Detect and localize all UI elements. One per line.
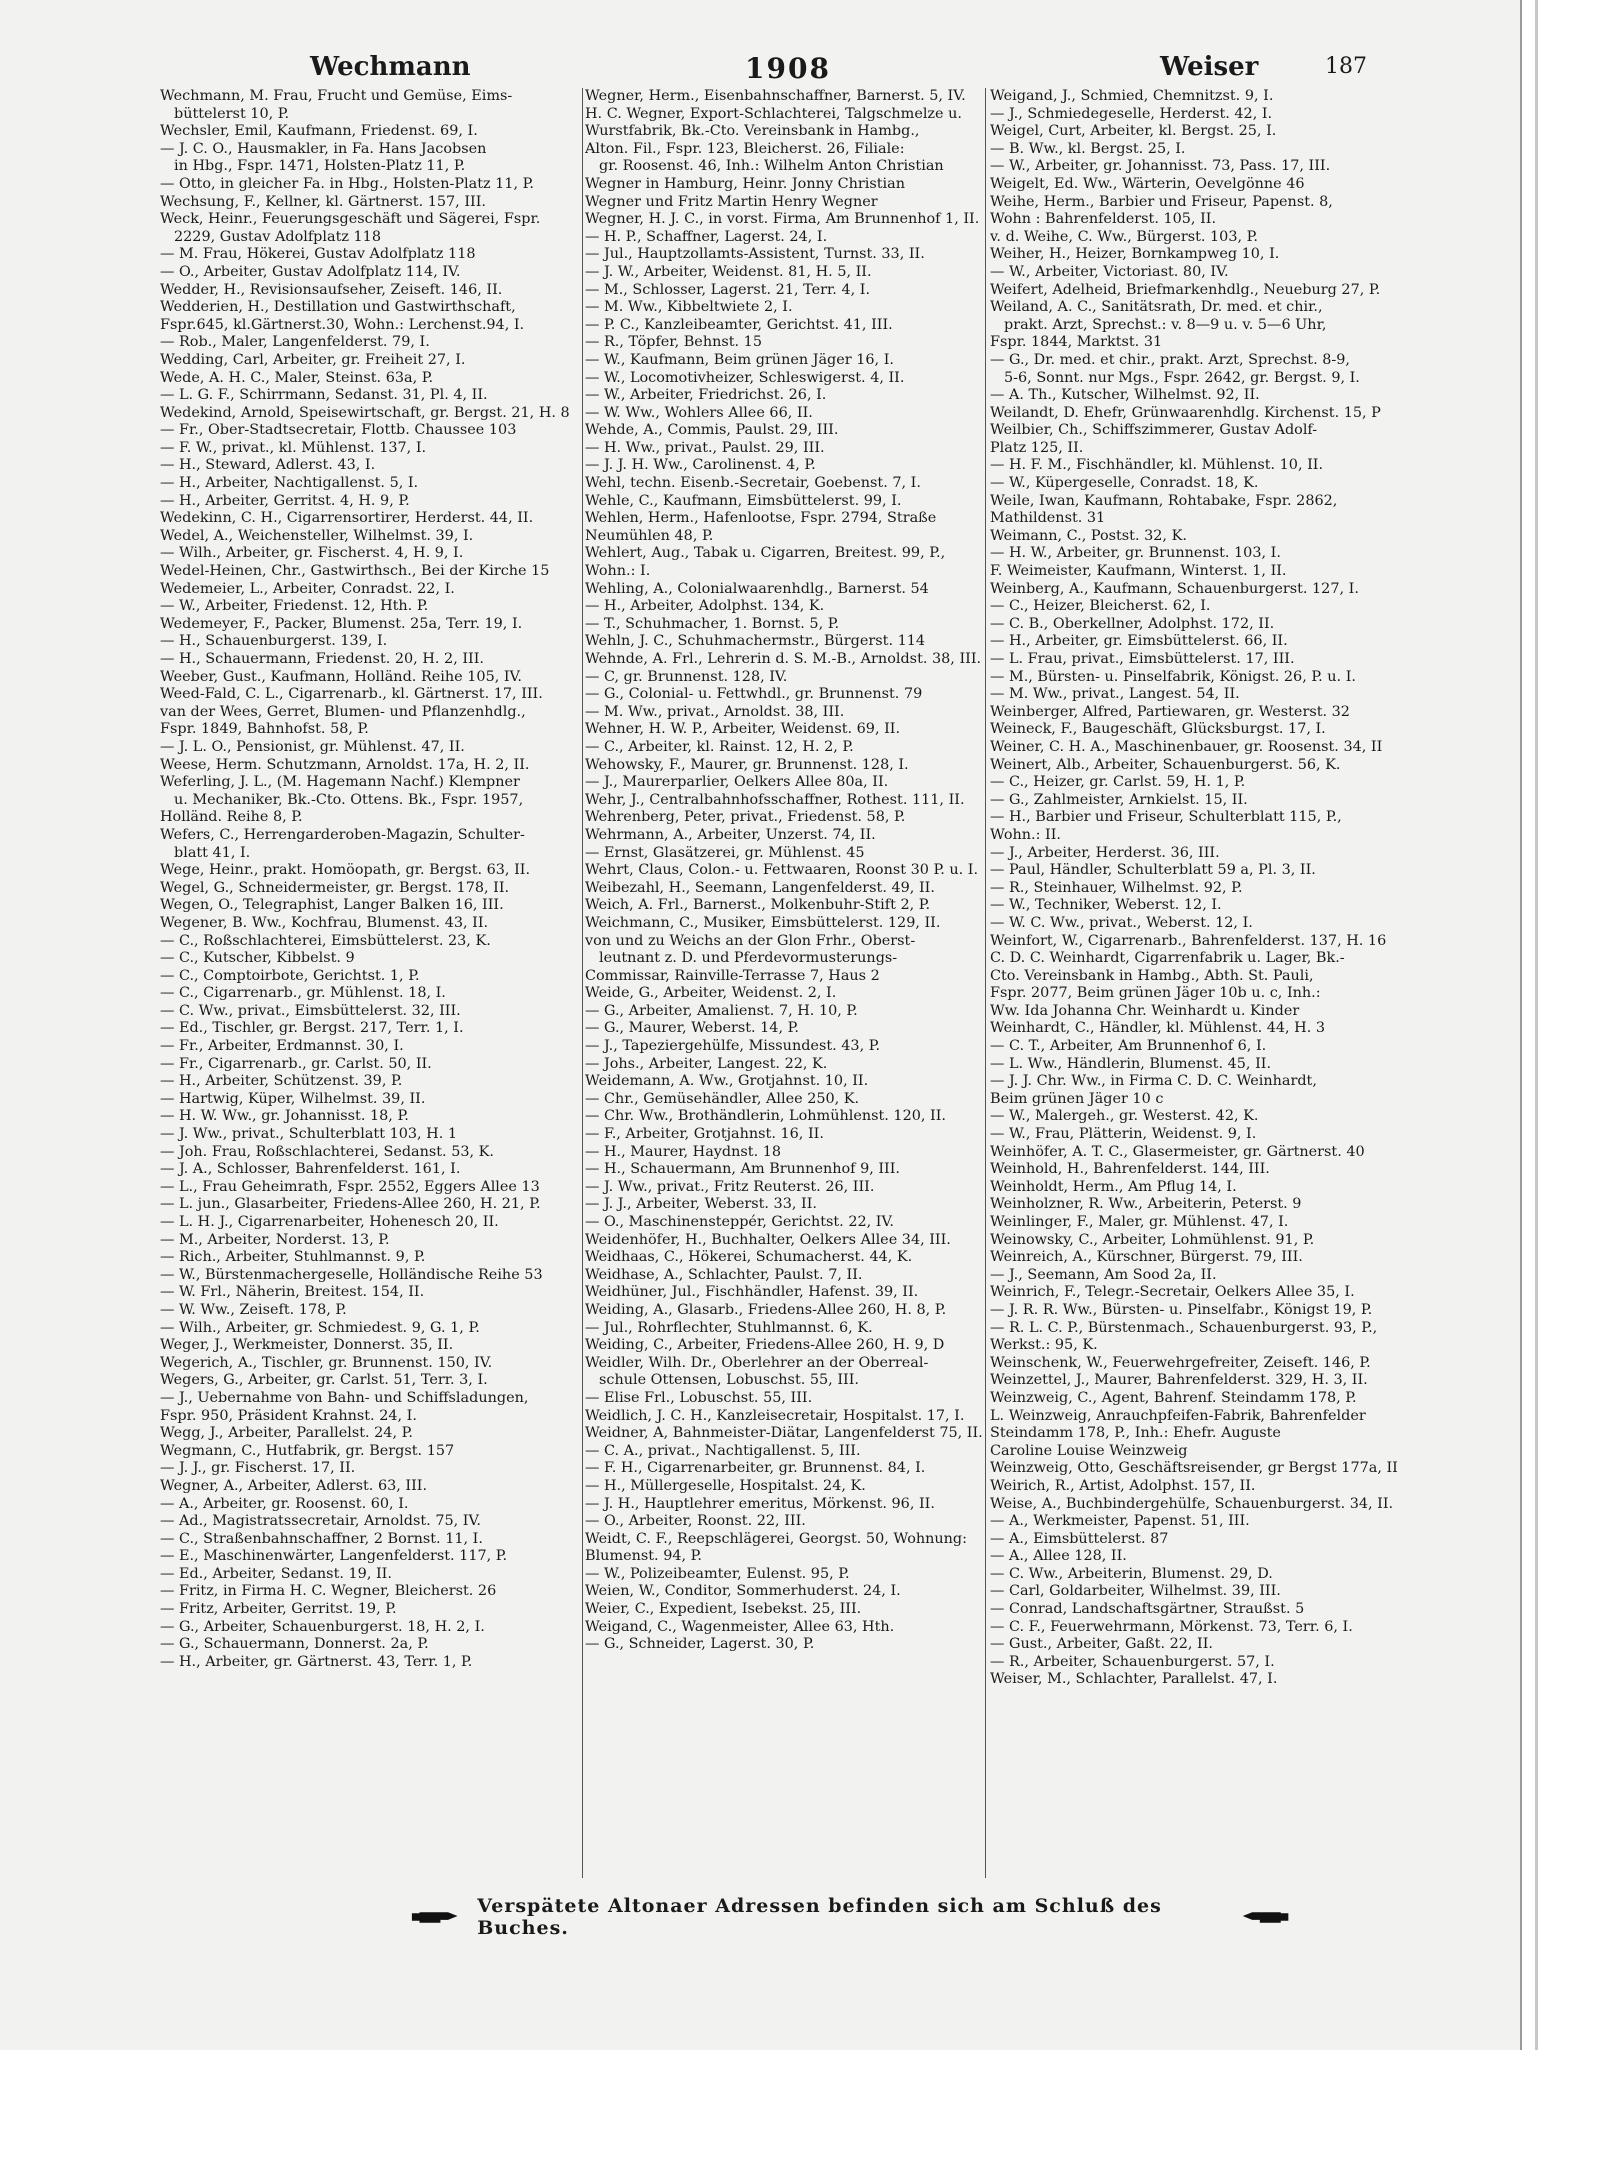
directory-entry: — C, gr. Brunnenst. 128, IV. [585, 668, 788, 685]
directory-entry: Weidner, A, Bahnmeister-Diätar, Langenfelderst 75, II. [585, 1425, 983, 1442]
directory-column-3 [990, 88, 1400, 1689]
directory-entry: — Hartwig, Küper, Wilhelmst. 39, II. [160, 1090, 426, 1107]
directory-entry: — J., Seemann, Am Sood 2a, II. [990, 1266, 1217, 1283]
directory-entry: büttelerst 10, P. [174, 105, 290, 122]
directory-entry: — J., Maurerparlier, Oelkers Allee 80a, II. [585, 774, 889, 791]
directory-entry: Holländ. Reihe 8, P. [160, 809, 303, 826]
directory-entry: Wegner, H. J. C., in vorst. Firma, Am Brunnenhof 1, II. [585, 211, 980, 228]
directory-entry: Wegen, O., Telegraphist, Langer Balken 16, III. [160, 897, 504, 914]
directory-entry: — R., Töpfer, Behnst. 15 [585, 334, 762, 351]
directory-entry: leutnant z. D. und Pferdevormusterungs- [599, 950, 898, 967]
directory-entry: — W., Techniker, Weberst. 12, I. [990, 897, 1222, 914]
directory-entry: — Joh. Frau, Roßschlachterei, Sedanst. 53, K. [160, 1143, 494, 1160]
directory-entry: — A. Th., Kutscher, Wilhelmst. 92, II. [990, 387, 1260, 404]
directory-entry: — W. Ww., Wohlers Allee 66, II. [585, 404, 813, 421]
directory-entry: Weise, A., Buchbindergehülfe, Schauenburgerst. 34, II. [990, 1495, 1394, 1512]
directory-entry: — H. W. Ww., gr. Johannisst. 18, P. [160, 1108, 409, 1125]
directory-entry: — O., Arbeiter, Gustav Adolfplatz 114, IV. [160, 263, 461, 280]
directory-entry: Weifert, Adelheid, Briefmarkenhdlg., Neueburg 27, P. [990, 281, 1381, 298]
directory-entry: — O., Maschinensteppér, Gerichtst. 22, IV. [585, 1214, 894, 1230]
directory-entry: Caroline Louise Weinzweig [990, 1442, 1188, 1459]
directory-entry: Wehlert, Aug., Tabak u. Cigarren, Breitest. 99, P., [585, 545, 946, 562]
directory-entry: Weese, Herm. Schutzmann, Arnoldst. 17a, H. 2, II. [160, 756, 530, 773]
directory-column-2 [585, 88, 995, 1654]
directory-entry: — Johs., Arbeiter, Langest. 22, K. [585, 1055, 828, 1072]
directory-entry: in Hbg., Fspr. 1471, Holsten-Platz 11, P. [174, 158, 466, 175]
directory-entry: — A., Arbeiter, gr. Roosenst. 60, I. [160, 1495, 409, 1512]
directory-entry: Wehrmann, A., Arbeiter, Unzerst. 74, II. [585, 826, 876, 843]
directory-entry: Weineck, F., Baugeschäft, Glücksburgst. 17, I. [990, 721, 1326, 738]
directory-entry: Wegner in Hamburg, Heinr. Jonny Christian [585, 175, 905, 192]
directory-entry: Weinholdt, Herm., Am Pflug 14, I. [990, 1178, 1237, 1195]
directory-entry: — H. Ww., privat., Paulst. 29, III. [585, 439, 825, 456]
directory-entry: — P. C., Kanzleibeamter, Gerichtst. 41, III. [585, 316, 893, 333]
directory-entry: Wehnde, A. Frl., Lehrerin d. S. M.-B., Arnoldst. 38, III. [585, 651, 982, 667]
directory-entry: — C., Kutscher, Kibbelst. 9 [160, 950, 355, 967]
directory-entry: — Ad., Magistratssecretair, Arnoldst. 75, IV. [160, 1513, 481, 1530]
directory-entry: — H., Maurer, Haydnst. 18 [585, 1143, 782, 1160]
directory-entry: — C. B., Oberkellner, Adolphst. 172, II. [990, 615, 1275, 632]
directory-entry: Wehr, J., Centralbahnhofsschaffner, Rothest. 111, II. [585, 791, 965, 808]
directory-entry: Weinert, Alb., Arbeiter, Schauenburgerst. 56, K. [990, 756, 1341, 773]
directory-entry: Wohn : Bahrenfelderst. 105, II. [990, 211, 1217, 228]
directory-entry: Wehle, C., Kaufmann, Eimsbüttelerst. 99, I. [585, 492, 902, 509]
directory-entry: Weidhase, A., Schlachter, Paulst. 7, II. [585, 1266, 863, 1283]
directory-entry: H. C. Wegner, Export-Schlachterei, Talgschmelze u. [585, 105, 962, 122]
directory-entry: — J. C. O., Hausmakler, in Fa. Hans Jacobsen [160, 140, 487, 157]
directory-entry: — J., Tapeziergehülfe, Missundest. 43, P. [585, 1038, 881, 1055]
directory-entry: — J., Uebernahme von Bahn- und Schiffsladungen, [160, 1389, 529, 1406]
directory-entry: — J. Ww., privat., Schulterblatt 103, H. 1 [160, 1126, 458, 1143]
directory-entry: — Wilh., Arbeiter, gr. Fischerst. 4, H. 9, I. [160, 545, 464, 562]
pointing-hand-left-icon [1237, 1907, 1290, 1927]
directory-entry: — J. J., Arbeiter, Weberst. 33, II. [585, 1196, 817, 1213]
header-right-keyword: Weiser [1160, 52, 1259, 82]
directory-entry: Fspr. 950, Präsident Krahnst. 24, I. [160, 1407, 417, 1424]
directory-entry: Weiher, H., Heizer, Bornkampweg 10, I. [990, 246, 1280, 263]
directory-entry: — L. Ww., Händlerin, Blumenst. 45, II. [990, 1055, 1272, 1072]
directory-entry: — H., Schauenburgerst. 139, I. [160, 633, 388, 650]
directory-entry: — R. L. C. P., Bürstenmach., Schauenburgerst. 93, P., [990, 1319, 1378, 1336]
directory-entry: Fspr. 1844, Marktst. 31 [990, 334, 1163, 351]
directory-entry: gr. Roosenst. 46, Inh.: Wilhelm Anton Christian [599, 158, 944, 175]
directory-entry: Weinberger, Alfred, Partiewaren, gr. Westerst. 32 [990, 703, 1350, 720]
directory-entry: Wehling, A., Colonialwaarenhdlg., Barnerst. 54 [585, 580, 929, 597]
directory-entry: — Chr., Gemüsehändler, Allee 250, K. [585, 1090, 860, 1107]
page-edge-shadow [1535, 0, 1538, 2050]
directory-entry: Wedemeier, L., Arbeiter, Conradst. 22, I. [160, 580, 455, 597]
directory-entry: — C., Roßschlachterei, Eimsbüttelerst. 23, K. [160, 932, 491, 949]
directory-entry: — M. Ww., Kibbeltwiete 2, I. [585, 299, 793, 316]
directory-entry: Cto. Vereinsbank in Hambg., Abth. St. Pauli, [990, 967, 1314, 984]
directory-entry: — W. C. Ww., privat., Weberst. 12, I. [990, 914, 1253, 931]
directory-entry: Weed-Fald, C. L., Cigarrenarb., kl. Gärtnerst. 17, III. [160, 686, 543, 703]
directory-entry: — J. R. R. Ww., Bürsten- u. Pinselfabr., Königst 19, P. [990, 1301, 1373, 1318]
directory-entry: — W. Frl., Näherin, Breitest. 154, II. [160, 1284, 425, 1301]
directory-entry: Weigel, Curt, Arbeiter, kl. Bergst. 25, I. [990, 123, 1277, 140]
directory-entry: Weinreich, A., Kürschner, Bürgerst. 79, III. [990, 1249, 1303, 1266]
directory-entry: Weimann, C., Postst. 32, K. [990, 527, 1187, 544]
directory-entry: Weinrich, F., Telegr.-Secretair, Oelkers Allee 35, I. [990, 1284, 1355, 1301]
directory-entry: — W., Polizeibeamter, Eulenst. 95, P. [585, 1565, 850, 1582]
directory-entry: Wegerich, A., Tischler, gr. Brunnenst. 150, IV. [160, 1354, 493, 1371]
directory-entry: — F. H., Cigarrenarbeiter, gr. Brunnenst. 84, I. [585, 1460, 926, 1477]
header-left-keyword: Wechmann [310, 52, 471, 82]
directory-entry: — J. W., Arbeiter, Weidenst. 81, H. 5, II. [585, 263, 872, 280]
directory-entry: Commissar, Rainville-Terrasse 7, Haus 2 [585, 967, 880, 984]
directory-entry: — Wilh., Arbeiter, gr. Schmiedest. 9, G. 1, P. [160, 1319, 480, 1336]
directory-entry: Weilbier, Ch., Schiffszimmerer, Gustav Adolf- [990, 422, 1318, 439]
directory-entry: Fspr. 1849, Bahnhofst. 58, P. [160, 721, 369, 738]
directory-entry: Wegner und Fritz Martin Henry Wegner [585, 193, 878, 210]
directory-entry: — L., Frau Geheimrath, Fspr. 2552, Eggers Allee 13 [160, 1178, 540, 1195]
directory-entry: Weidlich, J. C. H., Kanzleisecretair, Hospitalst. 17, I. [585, 1407, 965, 1424]
directory-entry: Werkst.: 95, K. [990, 1337, 1098, 1354]
directory-entry: — C. T., Arbeiter, Am Brunnenhof 6, I. [990, 1038, 1267, 1055]
directory-entry: Alton. Fil., Fspr. 123, Bleicherst. 26, Filiale: [585, 140, 905, 157]
directory-entry: Weiner, C. H. A., Maschinenbauer, gr. Roosenst. 34, II [990, 738, 1383, 755]
directory-entry: Weinhöfer, A. T. C., Glasermeister, gr. Gärtnerst. 40 [990, 1143, 1365, 1160]
directory-entry: u. Mechaniker, Bk.-Cto. Ottens. Bk., Fspr. 1957, [174, 791, 524, 808]
directory-entry: Weiser, M., Schlachter, Parallelst. 47, I. [990, 1671, 1278, 1688]
directory-entry: Fspr.645, kl.Gärtnerst.30, Wohn.: Lerchenst.94, I. [160, 316, 525, 333]
directory-entry: — Elise Frl., Lobuschst. 55, III. [585, 1389, 813, 1406]
directory-entry: — C. Ww., privat., Eimsbüttelerst. 32, III. [160, 1002, 461, 1019]
directory-entry: Weier, C., Expedient, Isebekst. 25, III. [585, 1601, 862, 1618]
directory-entry: Wurstfabrik, Bk.-Cto. Vereinsbank in Hambg., [585, 123, 920, 140]
directory-entry: — Carl, Goldarbeiter, Wilhelmst. 39, III. [990, 1583, 1281, 1600]
directory-entry: Wedderien, H., Destillation und Gastwirthschaft, [160, 299, 516, 316]
directory-entry: — W., Frau, Plätterin, Weidenst. 9, I. [990, 1126, 1257, 1143]
directory-entry: — H., Steward, Adlerst. 43, I. [160, 457, 376, 474]
directory-entry: Wegmann, C., Hutfabrik, gr. Bergst. 157 [160, 1442, 455, 1459]
directory-entry: Weinhardt, C., Händler, kl. Mühlenst. 44, H. 3 [990, 1020, 1326, 1037]
directory-entry: — G., Maurer, Weberst. 14, P. [585, 1020, 799, 1037]
directory-entry: Weinhold, H., Bahrenfelderst. 144, III. [990, 1161, 1270, 1178]
directory-entry: — H., Müllergeselle, Hospitalst. 24, K. [585, 1477, 866, 1494]
directory-entry: — Jul., Hauptzollamts-Assistent, Turnst. 33, II. [585, 246, 925, 263]
directory-entry: — G., Dr. med. et chir., prakt. Arzt, Sprechst. 8-9, [990, 351, 1350, 368]
directory-entry: — T., Schuhmacher, 1. Bornst. 5, P. [585, 615, 840, 632]
directory-entry: — W., Arbeiter, gr. Johannisst. 73, Pass. 17, III. [990, 158, 1331, 175]
directory-entry: Weidenhöfer, H., Buchhalter, Oelkers Allee 34, III. [585, 1231, 951, 1248]
directory-entry: Wedel, A., Weichensteller, Wilhelmst. 39, I. [160, 527, 474, 544]
directory-entry: — Fr., Cigarrenarb., gr. Carlst. 50, II. [160, 1055, 432, 1072]
directory-entry: Wehrt, Claus, Colon.- u. Fettwaaren, Roonst 30 P. u. I. [585, 862, 979, 879]
directory-entry: Weiland, A. C., Sanitätsrath, Dr. med. et chir., [990, 299, 1323, 316]
directory-entry: Wechmann, M. Frau, Frucht und Gemüse, Eims- [160, 88, 513, 104]
directory-entry: — L. jun., Glasarbeiter, Friedens-Allee 260, H. 21, P. [160, 1196, 541, 1213]
footer-notice [410, 1895, 1290, 1939]
directory-entry: — G., Colonial- u. Fettwhdl., gr. Brunnenst. 79 [585, 686, 923, 703]
directory-entry: — H., Schauermann, Friedenst. 20, H. 2, III. [160, 651, 484, 667]
footer-text: Verspätete Altonaer Adressen befinden sich am Schluß des Buches. [477, 1895, 1162, 1939]
directory-entry: Wechsler, Emil, Kaufmann, Friedenst. 69, I. [160, 123, 478, 140]
directory-entry: — G., Schauermann, Donnerst. 2a, P. [160, 1636, 429, 1653]
directory-entry: — J. H., Hauptlehrer emeritus, Mörkenst. 96, II. [585, 1495, 935, 1512]
directory-entry: Wefers, C., Herrengarderoben-Magazin, Schulter- [160, 826, 525, 843]
directory-entry: Weich, A. Frl., Barnerst., Molkenbuhr-Stift 2, P. [585, 897, 931, 914]
directory-entry: Wegner, Herm., Eisenbahnschaffner, Barnerst. 5, IV. [585, 88, 966, 104]
directory-entry: — W., Kaufmann, Beim grünen Jäger 16, I. [585, 351, 894, 368]
directory-entry: — H., Barbier und Friseur, Schulterblatt 115, P., [990, 809, 1342, 826]
directory-entry: Weinzweig, Otto, Geschäftsreisender, gr Bergst 177a, II [990, 1460, 1398, 1477]
directory-entry: Wehlen, Herm., Hafenlootse, Fspr. 2794, Straße [585, 510, 937, 527]
directory-entry: Weinberg, A., Kaufmann, Schauenburgerst. 127, I. [990, 580, 1359, 597]
page-header [160, 52, 1400, 85]
directory-entry: — Chr. Ww., Brothändlerin, Lohmühlenst. 120, II. [585, 1108, 946, 1125]
directory-entry: — C., Arbeiter, kl. Rainst. 12, H. 2, P. [585, 738, 854, 755]
directory-entry: — C., Heizer, Bleicherst. 62, I. [990, 598, 1211, 615]
directory-entry: F. Weimeister, Kaufmann, Winterst. 1, II. [990, 563, 1287, 580]
directory-entry: — M., Arbeiter, Norderst. 13, P. [160, 1231, 390, 1248]
directory-entry: — A., Allee 128, II. [990, 1548, 1127, 1565]
directory-entry: — W., Arbeiter, Friedrichst. 26, I. [585, 387, 827, 404]
directory-entry: — R., Arbeiter, Schauenburgerst. 57, I. [990, 1653, 1275, 1670]
directory-entry: — H., Arbeiter, Gerritst. 4, H. 9, P. [160, 492, 410, 509]
directory-entry: Weidler, Wilh. Dr., Oberlehrer an der Oberreal- [585, 1354, 929, 1371]
directory-entry: C. D. C. Weinhardt, Cigarrenfabrik u. Lager, Bk.- [990, 950, 1345, 967]
directory-entry: — H., Arbeiter, Adolphst. 134, K. [585, 598, 825, 615]
directory-entry: blatt 41, I. [174, 844, 251, 861]
directory-entry: 5-6, Sonnt. nur Mgs., Fspr. 2642, gr. Bergst. 9, I. [1004, 369, 1360, 386]
directory-entry: Fspr. 2077, Beim grünen Jäger 10b u. c, Inh.: [990, 985, 1321, 1002]
directory-entry: — Rob., Maler, Langenfelderst. 79, I. [160, 334, 430, 351]
directory-entry: Wechsung, F., Kellner, kl. Gärtnerst. 157, III. [160, 193, 486, 210]
directory-entry: Weinfort, W., Cigarrenarb., Bahrenfelderst. 137, H. 16 [990, 932, 1387, 949]
directory-entry: — W., Locomotivheizer, Schleswigerst. 4, II. [585, 369, 905, 386]
directory-entry: — C., Comptoirbote, Gerichtst. 1, P. [160, 967, 420, 984]
directory-entry: van der Wees, Gerret, Blumen- und Pflanzenhdlg., [160, 703, 526, 720]
directory-entry: — H., Arbeiter, gr. Gärtnerst. 43, Terr. 1, P. [160, 1653, 473, 1670]
directory-entry: L. Weinzweig, Anrauchpfeifen-Fabrik, Bahrenfelder [990, 1407, 1366, 1424]
directory-entry: — J. L. O., Pensionist, gr. Mühlenst. 47, II. [160, 738, 465, 755]
directory-entry: Wegers, G., Arbeiter, gr. Carlst. 51, Terr. 3, I. [160, 1372, 488, 1389]
directory-entry: Wedekinn, C. H., Cigarrensortirer, Herderst. 44, II. [160, 510, 534, 527]
directory-entry: — C. F., Feuerwehrmann, Mörkenst. 73, Terr. 6, I. [990, 1618, 1353, 1635]
directory-entry: — Conrad, Landschaftsgärtner, Straußst. 5 [990, 1601, 1305, 1618]
directory-entry: — M., Bürsten- u. Pinselfabrik, Königst. 26, P. u. I. [990, 668, 1356, 685]
directory-entry: Wegner, A., Arbeiter, Adlerst. 63, III. [160, 1477, 428, 1494]
directory-entry: — G., Schneider, Lagerst. 30, P. [585, 1636, 815, 1653]
directory-entry: — Ed., Arbeiter, Sedanst. 19, II. [160, 1565, 392, 1582]
directory-entry: — C. Ww., Arbeiterin, Blumenst. 29, D. [990, 1565, 1273, 1582]
directory-entry: Weidt, C. F., Reepschlägerei, Georgst. 50, Wohnung: [585, 1530, 967, 1547]
directory-entry: Steindamm 178, P., Inh.: Ehefr. Auguste [990, 1425, 1281, 1442]
directory-entry: Wehln, J. C., Schuhmachermstr., Bürgerst. 114 [585, 633, 926, 650]
directory-entry: Beim grünen Jäger 10 c [990, 1090, 1164, 1107]
directory-entry: — J. J. Chr. Ww., in Firma C. D. C. Weinhardt, [990, 1073, 1317, 1090]
directory-entry: — M. Ww., privat., Arnoldst. 38, III. [585, 703, 845, 720]
directory-entry: Weile, Iwan, Kaufmann, Rohtabake, Fspr. 2862, [990, 492, 1338, 509]
directory-entry: v. d. Weihe, C. Ww., Bürgerst. 103, P. [990, 228, 1258, 245]
directory-entry: Wehl, techn. Eisenb.-Secretair, Goebenst. 7, I. [585, 475, 921, 492]
directory-entry: prakt. Arzt, Sprechst.: v. 8—9 u. v. 5—6 Uhr, [1004, 316, 1327, 333]
directory-entry: Weidhüner, Jul., Fischhändler, Hafenst. 39, II. [585, 1284, 919, 1301]
directory-entry: Wehrenberg, Peter, privat., Friedenst. 58, P. [585, 809, 906, 826]
directory-entry: Blumenst. 94, P. [585, 1548, 702, 1565]
directory-entry: Weigand, C., Wagenmeister, Allee 63, Hth. [585, 1618, 895, 1635]
directory-entry: — O., Arbeiter, Roonst. 22, III. [585, 1513, 806, 1530]
header-year: 1908 [745, 52, 831, 85]
directory-entry: — Ernst, Glasätzerei, gr. Mühlenst. 45 [585, 844, 865, 861]
directory-entry: — H., Arbeiter, Nachtigallenst. 5, I. [160, 475, 419, 492]
directory-entry: Weien, W., Conditor, Sommerhuderst. 24, I. [585, 1583, 901, 1600]
directory-entry: 2229, Gustav Adolfplatz 118 [174, 228, 381, 245]
directory-entry: — Otto, in gleicher Fa. in Hbg., Holsten-Platz 11, P. [160, 175, 534, 192]
directory-entry: — Gust., Arbeiter, Gaßt. 22, II. [990, 1636, 1213, 1653]
directory-entry: von und zu Weichs an der Glon Frhr., Oberst- [585, 932, 916, 949]
directory-entry: — B. Ww., kl. Bergst. 25, I. [990, 140, 1186, 157]
directory-entry: — C., Heizer, gr. Carlst. 59, H. 1, P. [990, 774, 1246, 791]
pointing-hand-right-icon [410, 1907, 463, 1927]
directory-entry: Platz 125, II. [990, 439, 1084, 456]
directory-entry: Wedder, H., Revisionsaufseher, Zeiseft. 146, II. [160, 281, 503, 298]
directory-entry: — J., Arbeiter, Herderst. 36, III. [990, 844, 1220, 861]
directory-entry: schule Ottensen, Lobuschst. 55, III. [599, 1372, 859, 1389]
directory-entry: — J. J. H. Ww., Carolinenst. 4, P. [585, 457, 816, 474]
directory-entry: Weferling, J. L., (M. Hagemann Nachf.) Klempner [160, 774, 520, 791]
directory-entry: — L. H. J., Cigarrenarbeiter, Hohenesch 20, II. [160, 1214, 499, 1230]
directory-entry: — Fritz, Arbeiter, Gerritst. 19, P. [160, 1601, 397, 1618]
directory-entry: Weeber, Gust., Kaufmann, Holländ. Reihe 105, IV. [160, 668, 523, 685]
directory-entry: — C., Straßenbahnschaffner, 2 Bornst. 11, I. [160, 1530, 483, 1547]
directory-entry: Wehowsky, F., Maurer, gr. Brunnenst. 128, I. [585, 756, 909, 773]
directory-entry: Wedel-Heinen, Chr., Gastwirthsch., Bei der Kirche 15 [160, 563, 550, 580]
directory-entry: Weinowsky, C., Arbeiter, Lohmühlenst. 91, P. [990, 1231, 1315, 1248]
directory-entry: — H., Arbeiter, Schützenst. 39, P. [160, 1073, 403, 1090]
directory-entry: — C. A., privat., Nachtigallenst. 5, III. [585, 1442, 861, 1459]
directory-entry: — H., Arbeiter, gr. Eimsbüttelerst. 66, II. [990, 633, 1288, 650]
directory-entry: — F., Arbeiter, Grotjahnst. 16, II. [585, 1126, 824, 1143]
directory-entry: Wehde, A., Commis, Paulst. 29, III. [585, 422, 839, 439]
directory-entry: Wegg, J., Arbeiter, Parallelst. 24, P. [160, 1425, 413, 1442]
directory-entry: Weibezahl, H., Seemann, Langenfelderst. 49, II. [585, 879, 935, 896]
directory-entry: — W., Küpergeselle, Conradst. 18, K. [990, 475, 1259, 492]
directory-entry: Wege, Heinr., prakt. Homöopath, gr. Bergst. 63, II. [160, 862, 531, 879]
directory-entry: Mathildenst. 31 [990, 510, 1106, 527]
directory-entry: Weiding, A., Glasarb., Friedens-Allee 260, H. 8, P. [585, 1301, 947, 1318]
directory-entry: Wedding, Carl, Arbeiter, gr. Freiheit 27, I. [160, 351, 466, 368]
directory-entry: Weide, G., Arbeiter, Weidenst. 2, I. [585, 985, 837, 1002]
directory-entry: — Paul, Händler, Schulterblatt 59 a, Pl. 3, II. [990, 862, 1316, 879]
directory-entry: — R., Steinhauer, Wilhelmst. 92, P. [990, 879, 1243, 896]
directory-entry: — J. A., Schlosser, Bahrenfelderst. 161, I. [160, 1161, 461, 1178]
directory-entry: Wehner, H. W. P., Arbeiter, Weidenst. 69, II. [585, 721, 901, 738]
directory-entry: — Fr., Ober-Stadtsecretair, Flottb. Chaussee 103 [160, 422, 517, 439]
directory-entry: — E., Maschinenwärter, Langenfelderst. 117, P. [160, 1548, 508, 1565]
directory-entry: — H., Schauermann, Am Brunnenhof 9, III. [585, 1161, 900, 1178]
directory-entry: — A., Eimsbüttelerst. 87 [990, 1530, 1169, 1547]
directory-entry: Weidhaas, C., Hökerei, Schumacherst. 44, K. [585, 1249, 913, 1266]
directory-entry: Weidemann, A. Ww., Grotjahnst. 10, II. [585, 1073, 869, 1090]
directory-entry: — M., Schlosser, Lagerst. 21, Terr. 4, I. [585, 281, 871, 298]
directory-entry: Weiding, C., Arbeiter, Friedens-Allee 260, H. 9, D [585, 1337, 945, 1354]
directory-entry: Weihe, Herm., Barbier und Friseur, Papenst. 8, [990, 193, 1333, 210]
directory-entry: Wedekind, Arnold, Speisewirtschaft, gr. Bergst. 21, H. 8 [160, 404, 570, 421]
directory-entry: — G., Arbeiter, Amalienst. 7, H. 10, P. [585, 1002, 858, 1019]
directory-column-1 [160, 88, 570, 1671]
directory-entry: — H. P., Schaffner, Lagerst. 24, I. [585, 228, 828, 245]
directory-entry: Wedemeyer, F., Packer, Blumenst. 25a, Terr. 19, I. [160, 615, 523, 632]
directory-entry: — W. Ww., Zeiseft. 178, P. [160, 1301, 347, 1318]
directory-entry: — L. Frau, privat., Eimsbüttelerst. 17, III. [990, 651, 1295, 667]
column-divider [582, 88, 583, 1878]
directory-entry: Wohn.: II. [990, 826, 1061, 843]
directory-entry: Wegener, B. Ww., Kochfrau, Blumenst. 43, II. [160, 914, 489, 931]
directory-entry: Weger, J., Werkmeister, Donnerst. 35, II. [160, 1337, 454, 1354]
directory-entry: — G., Zahlmeister, Arnkielst. 15, II. [990, 791, 1248, 808]
directory-entry: Weinschenk, W., Feuerwehrgefreiter, Zeiseft. 146, P. [990, 1354, 1371, 1371]
directory-entry: — A., Werkmeister, Papenst. 51, III. [990, 1513, 1250, 1530]
directory-entry: — W., Bürstenmachergeselle, Holländische Reihe 53 [160, 1266, 543, 1283]
directory-entry: — M. Ww., privat., Langest. 54, II. [990, 686, 1240, 703]
directory-entry: — G., Arbeiter, Schauenburgerst. 18, H. 2, I. [160, 1618, 485, 1635]
directory-entry: — W., Arbeiter, Victoriast. 80, IV. [990, 263, 1229, 280]
page-edge [1520, 0, 1600, 2050]
directory-entry: Neumühlen 48, P. [585, 527, 714, 544]
directory-entry: Weinlinger, F., Maler, gr. Mühlenst. 47, I. [990, 1214, 1289, 1230]
directory-entry: Weinzettel, J., Maurer, Bahrenfelderst. 329, H. 3, II. [990, 1372, 1368, 1389]
directory-entry: Wegel, G., Schneidermeister, gr. Bergst. 178, II. [160, 879, 510, 896]
directory-entry: — Rich., Arbeiter, Stuhlmannst. 9, P. [160, 1249, 426, 1266]
directory-entry: Weinzweig, C., Agent, Bahrenf. Steindamm 178, P. [990, 1389, 1357, 1406]
directory-entry: Weck, Heinr., Feuerungsgeschäft und Sägerei, Fspr. [160, 211, 541, 228]
directory-entry: — F. W., privat., kl. Mühlenst. 137, I. [160, 439, 427, 456]
directory-entry: Weinholzner, R. Ww., Arbeiterin, Peterst. 9 [990, 1196, 1302, 1213]
directory-entry: Weirich, R., Artist, Adolphst. 157, II. [990, 1477, 1256, 1494]
directory-entry: — C., Cigarrenarb., gr. Mühlenst. 18, I. [160, 985, 446, 1002]
directory-entry: Wede, A. H. C., Maler, Steinst. 63a, P. [160, 369, 434, 386]
page-number: 187 [1325, 54, 1367, 79]
directory-entry: — Fr., Arbeiter, Erdmannst. 30, I. [160, 1038, 404, 1055]
directory-entry: Wohn.: I. [585, 563, 651, 580]
directory-entry: — M. Frau, Hökerei, Gustav Adolfplatz 118 [160, 246, 476, 263]
directory-entry: — Jul., Rohrflechter, Stuhlmannst. 6, K. [585, 1319, 873, 1336]
directory-entry: Weichmann, C., Musiker, Eimsbüttelerst. 129, II. [585, 914, 941, 931]
directory-entry: — W., Arbeiter, Friedenst. 12, Hth. P. [160, 598, 429, 615]
directory-entry: — J. Ww., privat., Fritz Reuterst. 26, III. [585, 1178, 875, 1195]
directory-entry: Ww. Ida Johanna Chr. Weinhardt u. Kinder [990, 1002, 1300, 1019]
directory-entry: — L. G. F., Schirrmann, Sedanst. 31, Pl. 4, II. [160, 387, 488, 404]
directory-entry: Weilandt, D. Ehefr, Grünwaarenhdlg. Kirchenst. 15, P [990, 404, 1381, 421]
directory-entry: — H. F. M., Fischhändler, kl. Mühlenst. 10, II. [990, 457, 1324, 474]
directory-entry: — Ed., Tischler, gr. Bergst. 217, Terr. 1, I. [160, 1020, 464, 1037]
directory-entry: — Fritz, in Firma H. C. Wegner, Bleicherst. 26 [160, 1583, 497, 1600]
directory-entry: — W., Malergeh., gr. Westerst. 42, K. [990, 1108, 1259, 1125]
directory-entry: Weigand, J., Schmied, Chemnitzst. 9, I. [990, 88, 1274, 104]
directory-entry: — J., Schmiedegeselle, Herderst. 42, I. [990, 105, 1273, 122]
directory-entry: — H. W., Arbeiter, gr. Brunnenst. 103, I. [990, 545, 1281, 562]
directory-entry: Weigelt, Ed. Ww., Wärterin, Oevelgönne 46 [990, 175, 1305, 192]
directory-entry: — J. J., gr. Fischerst. 17, II. [160, 1460, 356, 1477]
